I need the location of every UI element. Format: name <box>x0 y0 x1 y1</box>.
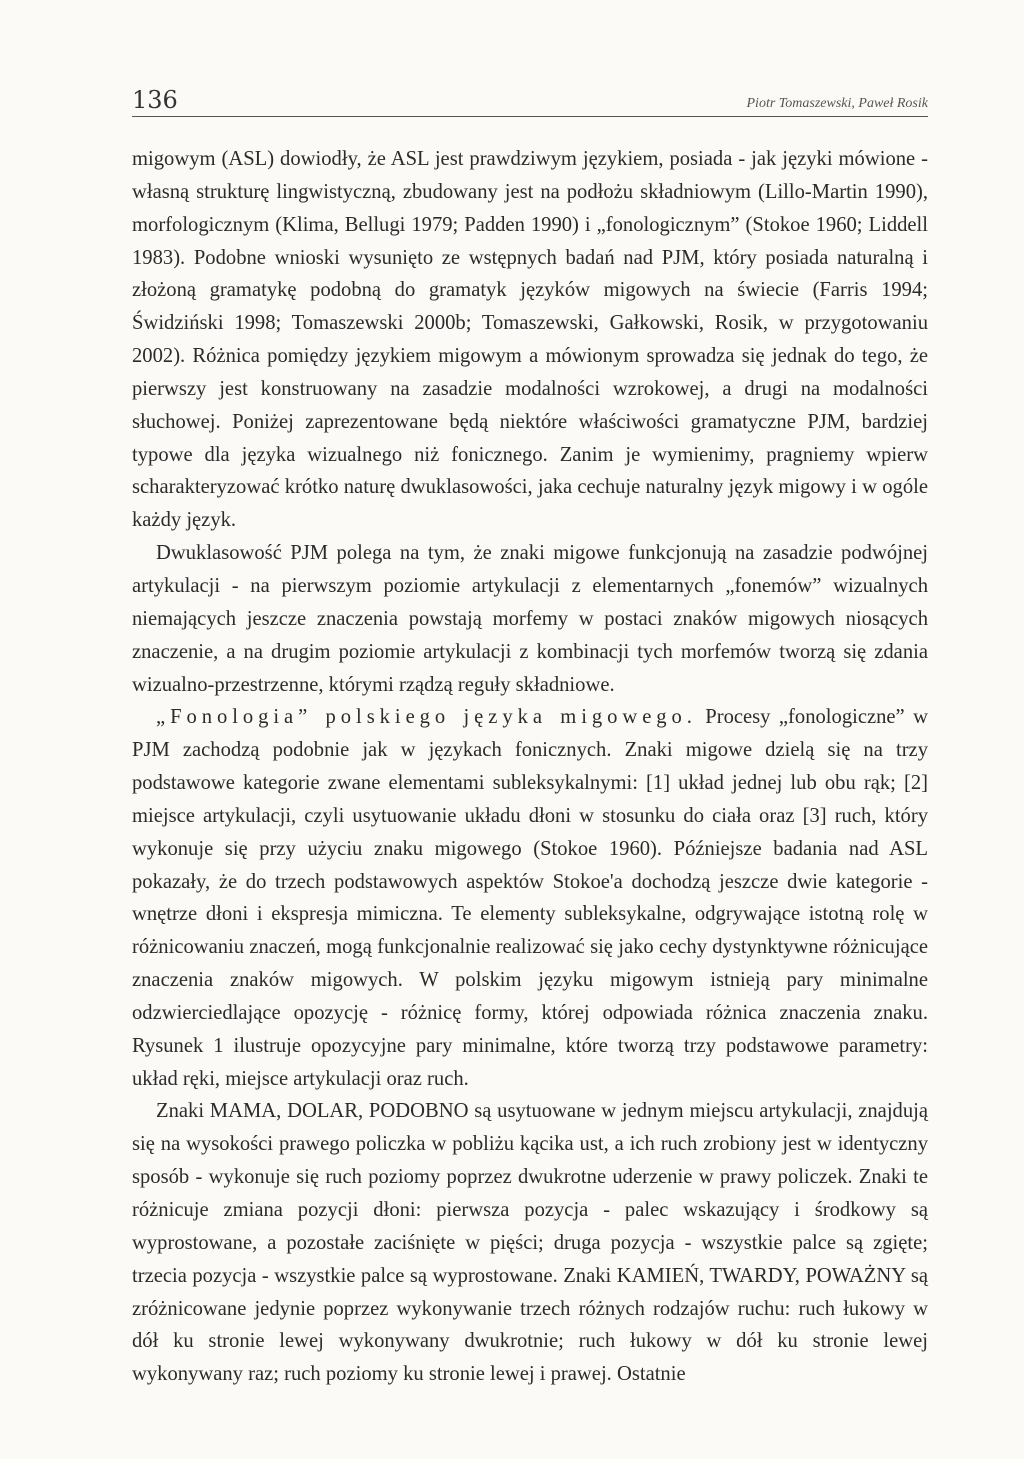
paragraph-3 <box>132 701 928 1095</box>
paragraph-1: migowym (ASL) dowiodły, że ASL jest prawdziwym językiem, posiada - jak języki mówione - własną strukturę lingwistyczną, zbudowany jest na podłożu składniowym (Lillo-Martin 1990), morfologicznym (Klima, Bellugi 1979; Padden 1990) i „fonologicznym” (Stokoe 1960; Liddell 1983). Podobne wnioski wysunięto ze wstępnych badań nad PJM, który posiada naturalną i złożoną gramatykę podobną do gramatyk języków migowych na świecie (Farris 1994; Świdziński 1998; Tomaszewski 2000b; Tomaszewski, Gałkowski, Rosik, w przygotowaniu 2002). Różnica pomiędzy językiem migowym a mówionym sprowadza się jednak do tego, że pierwszy jest konstruowany na zasadzie modalności wzrokowej, a drugi na modalności słuchowej. Poniżej zaprezentowane będą niektóre właściwości gramatyczne PJM, bardziej typowe dla języka wizualnego niż fonicznego. Zanim je wymienimy, pragniemy wpierw scharakteryzować krótko naturę dwuklasowości, jaka cechuje naturalny język migowy i w ogóle każdy język. <box>132 148 928 532</box>
paragraph-3-text: Procesy „fonologiczne” w PJM zachodzą podobnie jak w językach fonicznych. Znaki migowe dzielą się na trzy podstawowe kategorie zwane elementami subleksykalnymi: [1] układ jednej lub obu rąk; [2] miejsce artykulacji, czyli usytuowanie układu dłoni w stosunku do ciała oraz [3] ruch, który wykonuje się przy użyciu znaku migowego (Stokoe 1960). Późniejsze badania nad ASL pokazały, że do trzech podstawowych aspektów Stokoe'a dochodzą jeszcze dwie kategorie - wnętrze dłoni i ekspresja mimiczna. Te elementy subleksykalne, odgrywające istotną rolę w różnicowaniu znaczeń, mogą funkcjonalnie realizować się jako cechy dystynktywne różnicujące znaczenia znaków migowych. W polskim języku migowym istnieją pary minimalne odzwierciedlające opozycję - różnicę formy, której odpowiada różnica znaczenia znaku. Rysunek 1 ilustruje opozycyjne pary minimalne, które tworzą trzy podstawowe parametry: układ ręki, miejsce artykulacji oraz ruch. <box>132 706 928 1090</box>
running-head <box>132 70 928 117</box>
body-text <box>132 143 928 1391</box>
book-page <box>132 70 928 1430</box>
page-number: 136 <box>132 86 178 114</box>
running-head-authors: Piotr Tomaszewski, Paweł Rosik <box>746 96 928 111</box>
paragraph-4: Znaki MAMA, DOLAR, PODOBNO są usytuowane w jednym miejscu artykulacji, znajdują się na wysokości prawego policzka w pobliżu kącika ust, a ich ruch zrobiony jest w identyczny sposób - wykonuje się ruch poziomy poprzez dwukrotne uderzenie w prawy policzek. Znaki te różnicuje zmiana pozycji dłoni: pierwsza pozycja - palec wskazujący i środkowy są wyprostowane, a pozostałe zaciśnięte w pięści; druga pozycja - wszystkie palce są zgięte; trzecia pozycja - wszystkie palce są wyprostowane. Znaki KAMIEŃ, TWARDY, POWAŻNY są zróżnicowane jedynie poprzez wykonywanie trzech różnych rodzajów ruchu: ruch łukowy w dół ku stronie lewej wykonywany dwukrotnie; ruch łukowy w dół ku stronie lewej wykonywany raz; ruch poziomy ku stronie lewej i prawej. Ostatnie <box>132 1100 928 1386</box>
section-heading-fonologia: „Fonologia” polskiego języka migowego. <box>156 706 697 729</box>
paragraph-2: Dwuklasowość PJM polega na tym, że znaki migowe funkcjonują na zasadzie podwójnej artykulacji - na pierwszym poziomie artykulacji z elementarnych „fonemów” wizualnych niemających jeszcze znaczenia powstają morfemy w postaci znaków migowych niosących znaczenie, a na drugim poziomie artykulacji z kombinacji tych morfemów tworzą się zdania wizualno-przestrzenne, którymi rządzą reguły składniowe. <box>132 542 928 696</box>
